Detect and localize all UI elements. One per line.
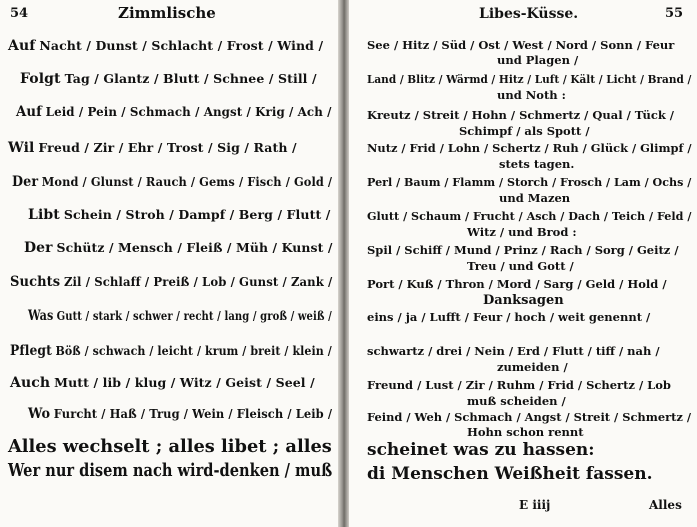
verse-line: Nutz / Frid / Lohn / Schertz / Ruh / Glück / Glimpf / <box>367 141 692 155</box>
verse-line: schwartz / drei / Nein / Erd / Flutt / tiff / nah / <box>367 344 660 358</box>
verse-line <box>10 274 332 290</box>
line-text: Furcht / Haß / Trug / Wein / Fleisch / Leib / <box>53 406 333 421</box>
verse-line: Port / Kuß / Thron / Mord / Sarg / Geld / Hold / <box>367 277 667 291</box>
line-text: Mond / Glunst / Rauch / Gems / Fisch / Gold / <box>41 174 333 189</box>
line-text: Leid / Pein / Schmach / Angst / Krig / Ach / <box>45 104 332 119</box>
verse-line: Hohn schon rennt <box>467 425 584 439</box>
left-page <box>0 0 338 527</box>
line-lead-word: Wil <box>8 140 35 156</box>
line-text: Schein / Stroh / Dampf / Berg / Flutt / <box>63 207 331 222</box>
line-lead-word: Auf <box>8 38 36 54</box>
verse-line: Danksagen <box>483 293 564 308</box>
line-lead-word: Was <box>28 308 54 324</box>
verse-line: Freund / Lust / Zir / Ruhm / Frid / Schertz / Lob <box>367 378 671 392</box>
signature-mark: E iiij <box>519 498 551 512</box>
verse-line: Treu / und Gott / <box>467 259 574 273</box>
verse-line: stets tagen. <box>499 157 575 171</box>
verse-line: Kreutz / Streit / Hohn / Schmertz / Qual / Tück / <box>367 108 675 122</box>
verse-line: und Mazen <box>499 191 571 205</box>
verse-line <box>28 308 332 324</box>
right-page <box>349 0 697 527</box>
line-text: Mutt / lib / klug / Witz / Geist / Seel / <box>54 375 315 390</box>
line-lead-word: Auf <box>16 104 42 120</box>
verse-line <box>10 343 332 359</box>
verse-line <box>24 240 332 256</box>
line-lead-word: Pflegt <box>10 343 52 359</box>
verse-line: zumeiden / <box>497 360 568 374</box>
closing-line: Wer nur disem nach wird-denken / muß <box>8 460 333 481</box>
line-lead-word: Der <box>24 240 53 256</box>
book-gutter <box>338 0 349 527</box>
line-text: Nacht / Dunst / Schlacht / Frost / Wind / <box>39 38 324 53</box>
verse-line <box>8 140 297 156</box>
line-lead-word: Der <box>12 174 39 190</box>
closing-line: di Menschen Weißheit fassen. <box>367 464 653 484</box>
verse-line <box>10 375 315 391</box>
line-lead-word: Auch <box>10 375 51 391</box>
verse-line <box>28 207 330 223</box>
running-head: Libes-Küsse. <box>479 6 579 22</box>
verse-line <box>8 38 323 54</box>
verse-line: eins / ja / Lufft / Feur / hoch / weit genennt / <box>367 310 651 324</box>
page-number: 55 <box>665 6 684 21</box>
verse-line: Feind / Weh / Schmach / Angst / Streit / Schmertz / <box>367 410 692 424</box>
verse-line: und Plagen / <box>497 53 579 67</box>
verse-line: See / Hitz / Süd / Ost / West / Nord / Sonn / Feur <box>367 38 675 52</box>
running-head: Zimmlische <box>118 4 216 22</box>
verse-line: Land / Blitz / Wärmd / Hitz / Luft / Kält / Licht / Brand / <box>367 72 692 86</box>
closing-line: Alles wechselt ; alles libet ; alles <box>8 436 332 457</box>
line-lead-word: Libt <box>28 207 60 223</box>
verse-line: Perl / Baum / Flamm / Storch / Frosch / Lam / Ochs / <box>367 175 692 189</box>
closing-line: scheinet was zu hassen: <box>367 440 595 460</box>
line-lead-word: Suchts <box>10 274 61 290</box>
line-text: Freud / Zir / Ehr / Trost / Sig / Rath / <box>38 140 297 155</box>
line-text: Schütz / Mensch / Fleiß / Müh / Kunst / <box>56 240 333 255</box>
line-text: Zil / Schlaff / Preiß / Lob / Gunst / Zank / <box>63 274 333 289</box>
line-text: Gutt / stark / schwer / recht / lang / groß / weiß / <box>56 308 332 323</box>
verse-line: Spil / Schiff / Mund / Prinz / Rach / Sorg / Geitz / <box>367 243 679 257</box>
verse-line: Schimpf / als Spott / <box>459 124 590 138</box>
line-text: Tag / Glantz / Blutt / Schnee / Still / <box>64 71 317 86</box>
verse-line <box>28 406 332 422</box>
line-lead-word: Wo <box>28 406 51 422</box>
verse-line <box>20 71 317 87</box>
line-lead-word: Folgt <box>20 71 61 87</box>
verse-line <box>12 174 332 190</box>
verse-line: Glutt / Schaum / Frucht / Asch / Dach / Teich / Feld / <box>367 209 692 223</box>
verse-line: und Noth : <box>497 88 566 102</box>
verse-line: muß scheiden / <box>467 394 566 408</box>
verse-line: Witz / und Brod : <box>467 225 577 239</box>
line-text: Böß / schwach / leicht / krum / breit / klein / <box>55 343 332 358</box>
catchword: Alles <box>649 498 682 512</box>
page-number: 54 <box>10 6 29 21</box>
verse-line <box>16 104 332 120</box>
